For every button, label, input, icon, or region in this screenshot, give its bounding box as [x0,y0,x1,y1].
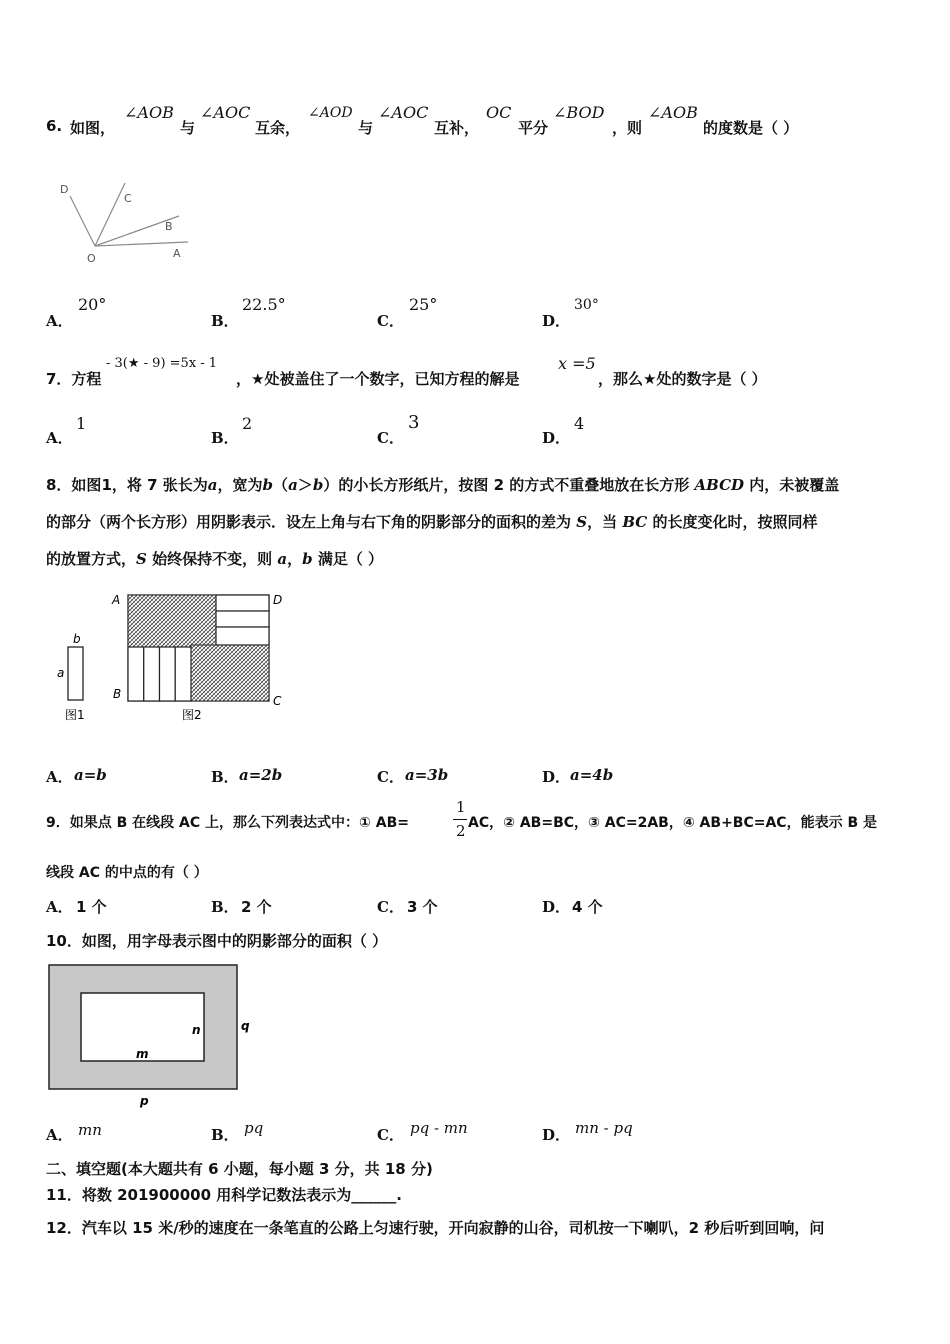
fig2-label-c: C [273,694,282,708]
q6-text-2: 与 [180,119,196,137]
q8-l3-g: 满足（ ） [317,550,384,568]
q7-option-d-label: D． [542,429,571,447]
q8-l1-b: 1，将 [101,476,142,494]
q9-option-c-label: C． [377,898,404,916]
q10-option-a-label: A． [46,1126,73,1144]
q8-option-d-value: a=4b [570,766,614,784]
label-b: B [165,220,173,233]
q6-option-d-value: 30° [574,297,599,313]
q8-l2-b: S [576,513,588,531]
label-m: m [136,1047,149,1061]
fig2-label-d: D [273,593,283,607]
q7-solution: x =5 [558,354,596,373]
fig1-rectangle [68,647,83,700]
fig2-vertical-strip [175,647,191,701]
q6-option-b-label: B． [211,312,239,330]
fig2-vertical-strip [144,647,160,701]
q7-number: 7．方程 [46,370,102,388]
q8-l1-d: 张长为 [162,476,208,494]
q8-l3-b: S [136,550,147,568]
ray-oa [95,242,188,246]
q6-text-3: 互余， [255,119,301,137]
q10-option-b-value: pq [244,1119,264,1137]
q6-text-8: 的度数是（ ） [703,119,799,137]
q8-option-b-value: a=2b [239,766,283,784]
q8-line-3 [46,548,383,569]
label-p: p [140,1094,149,1108]
q10-option-d-value: mn - pq [575,1119,633,1137]
fig1-label-b: b [73,632,81,646]
q6-number: 6. [46,117,63,135]
q8-l1-m: 2 [493,476,504,494]
q9-line-2: 线段 AC 的中点的有（ ） [46,865,208,881]
q9-option-c-value: 3 个 [407,898,438,916]
q9-fraction-denominator: 2 [456,822,466,840]
q6-angle-aod: ∠AOD [308,105,353,121]
q6-angle-aoc: ∠AOC [200,103,251,122]
fig2-horizontal-strip [216,611,269,627]
fig2-label-b: B [113,687,122,701]
q10-option-b-label: B． [211,1126,239,1144]
q6-option-d-label: D． [542,312,571,330]
q9-option-d-label: D． [542,898,571,916]
q6-option-c-label: C． [377,312,404,330]
q9-text-1: 9．如果点 B 在线段 AC 上，那么下列表达式中：① AB= [46,815,409,831]
q10-option-d-label: D． [542,1126,571,1144]
fig2-horizontal-strip [216,595,269,611]
q6-text-4: 与 [358,119,374,137]
q8-line-1 [46,474,839,495]
q6-angle-figure [55,178,195,266]
q8-l2-d: BC [622,513,648,531]
q8-l1-e: a [207,476,218,494]
question-11: 11．将数 201900000 用科学记数法表示为______. [46,1186,402,1204]
q7-option-a-label: A． [46,429,73,447]
q7-option-b-label: B． [211,429,239,447]
q8-option-a-label: A． [46,768,73,786]
fig2-shaded-bottom-right [191,645,269,701]
q8-l1-i: a [288,476,298,494]
q8-l1-j: ＞ [297,476,313,494]
q10-figure [46,962,266,1114]
q8-figures [52,588,292,728]
q6-text-5: 互补， [434,119,480,137]
q8-l3-d: a [277,550,288,568]
q6-text-1: 如图， [70,119,116,137]
q8-l1-f: ，宽为 [217,476,263,494]
label-o: O [87,252,96,265]
q7-option-c-value: 3 [408,412,420,433]
q10-option-c-value: pq - mn [410,1119,468,1137]
q7-text-2: ，那么★处的数字是（ ） [598,370,767,388]
q8-option-b-label: B． [211,768,239,786]
q8-l1-a: 8．如图 [46,476,102,494]
ray-od [70,196,95,246]
q9-fraction-numerator: 1 [456,798,466,816]
q10-option-c-label: C． [377,1126,404,1144]
q7-option-d-value: 4 [574,414,585,433]
fig2-horizontal-strip [216,627,269,645]
label-n: n [192,1023,201,1037]
q8-option-d-label: D． [542,768,571,786]
label-q: q [241,1019,250,1033]
q7-option-a-value: 1 [76,414,87,433]
fig2-label-a: A [112,593,121,607]
label-a: A [173,247,181,260]
q8-l3-c: 始终保持不变，则 [152,550,273,568]
section-2-title: 二、填空题(本大题共有 6 小题，每小题 3 分，共 18 分) [46,1160,433,1178]
q10-text: 10．如图，用字母表示图中的阴影部分的面积（ ） [46,932,388,950]
q9-option-b-label: B． [211,898,239,916]
q6-angle-aob-2: ∠AOB [648,103,698,122]
q8-l3-e: ， [287,550,303,568]
fig2-vertical-strip [128,647,144,701]
q8-l1-l: ）的小长方形纸片，按图 [323,476,489,494]
q7-equation: - 3(★ - 9) =5x - 1 [106,356,218,371]
q9-option-a-label: A． [46,898,73,916]
fig2-caption: 图2 [182,708,202,722]
q6-option-c-value: 25° [409,295,438,314]
q6-angle-bod: ∠BOD [553,103,605,122]
q6-option-a-label: A． [46,312,73,330]
q8-l2-a: 的部分（两个长方形）用阴影表示．设左上角与右下角的阴影部分的面积的差为 [46,513,572,531]
q8-line-2 [46,511,818,532]
fig2-shaded-top-left [128,595,216,647]
q7-text-1: ，★处被盖住了一个数字，已知方程的解是 [236,370,520,388]
q6-option-a-value: 20° [78,295,107,314]
label-d: D [60,183,69,196]
q8-l1-c: 7 [147,476,158,494]
q8-l2-c: ，当 [587,513,618,531]
q8-l2-e: 的长度变化时，按照同样 [652,513,818,531]
q8-l1-k: b [312,476,324,494]
q8-l1-n: 的方式不重叠地放在长方形 [509,476,690,494]
q9-option-d-value: 4 个 [572,898,603,916]
q6-text-7: ，则 [612,119,643,137]
q6-ray-oc: OC [486,103,512,122]
question-12: 12．汽车以 15 米/秒的速度在一条笔直的公路上匀速行驶，开向寂静的山谷，司机按一下喇叭，2 秒后听到回响，问 [46,1219,825,1237]
label-c: C [124,192,132,205]
fig2-vertical-strip [160,647,176,701]
q6-angle-aob: ∠AOB [124,103,174,122]
q8-l1-g: b [262,476,274,494]
q7-option-c-label: C． [377,429,404,447]
q8-option-c-label: C． [377,768,404,786]
q8-l1-o: ABCD [694,476,745,494]
q6-angle-aoc-2: ∠AOC [378,103,429,122]
q8-l1-p: 内，未被覆盖 [749,476,840,494]
q8-l1-h: （ [273,476,289,494]
q9-option-b-value: 2 个 [241,898,272,916]
q8-option-a-value: a=b [74,766,107,784]
q6-option-b-value: 22.5° [242,295,286,314]
q8-l3-a: 的放置方式， [46,550,137,568]
q10-option-a-value: mn [78,1121,102,1139]
q7-option-b-value: 2 [242,414,253,433]
fig1-label-a: a [57,666,65,680]
q8-option-c-value: a=3b [405,766,449,784]
q8-l3-f: b [302,550,313,568]
q9-option-a-value: 1 个 [76,898,107,916]
q9-fraction-bar [453,819,467,820]
fig1-caption: 图1 [65,708,85,722]
q9-text-2: AC，② AB=BC，③ AC=2AB，④ AB+BC=AC，能表示 B 是 [468,815,878,831]
q6-text-6: 平分 [518,119,549,137]
